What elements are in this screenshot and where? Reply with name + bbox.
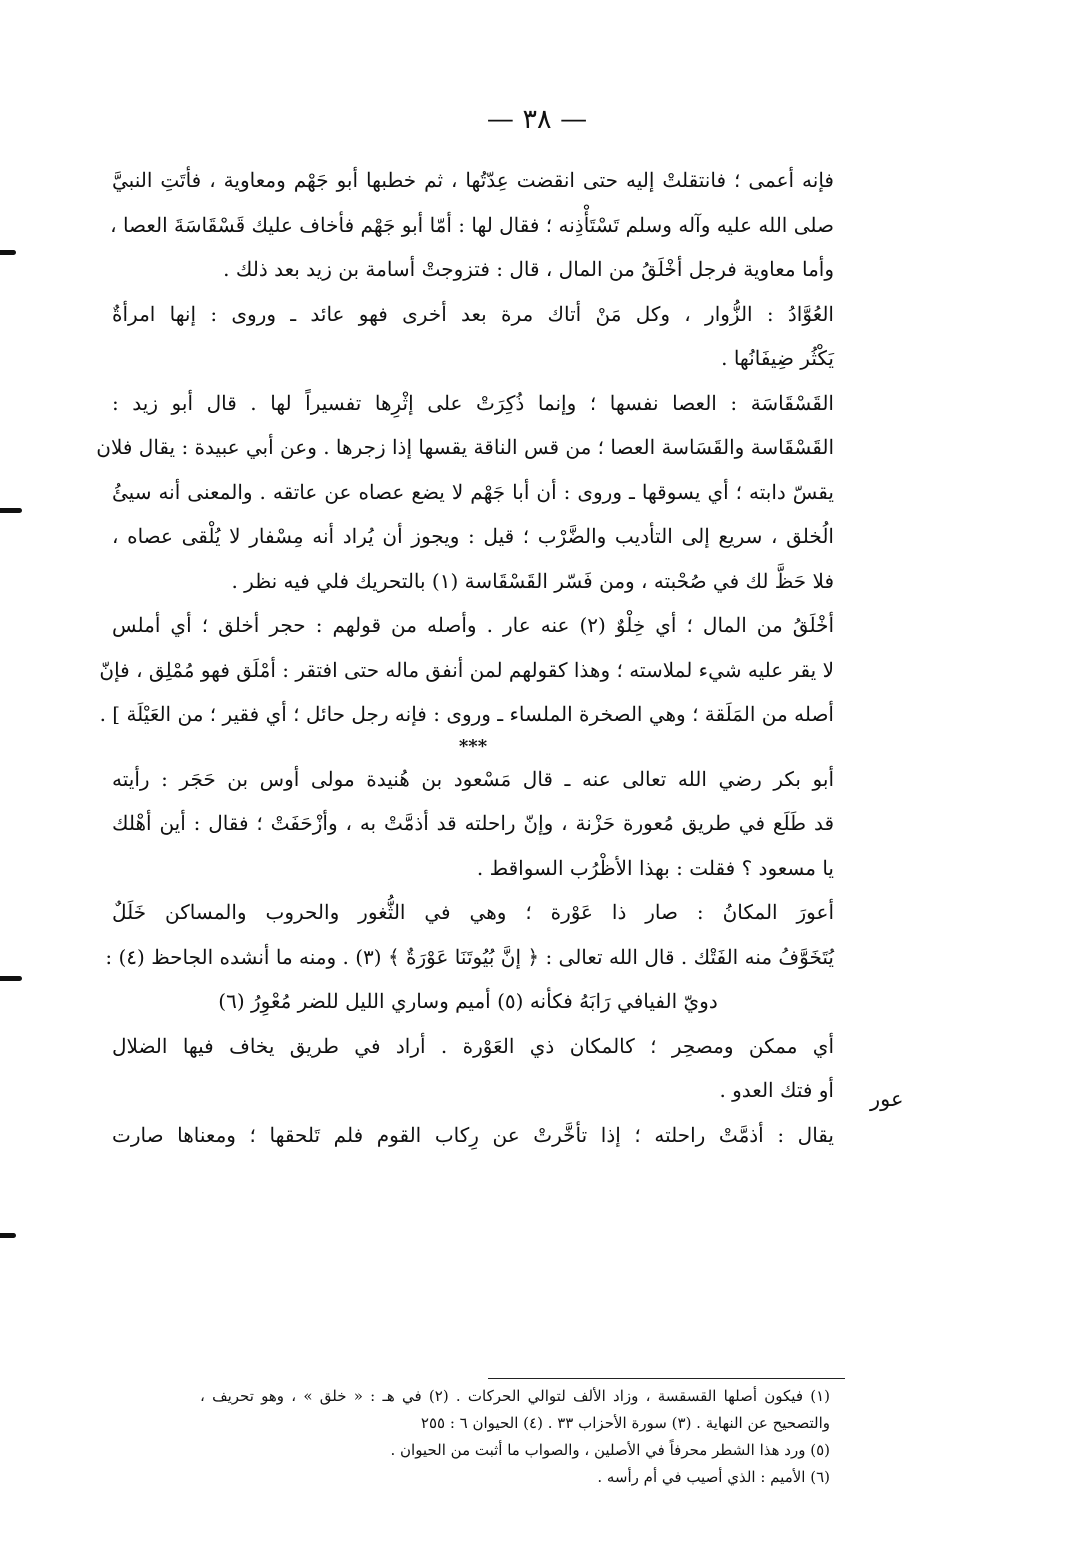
page-edge-mark <box>0 250 16 255</box>
text-line: يا مسعود ؟ فقلت : بهذا الأظْرُب السواقط . <box>476 855 834 880</box>
poem-verse: دويّ الفيافي رَابَهُ فكأنه (٥) أميم وساري الليل للضر مُعْوِرُ (٦) <box>218 989 718 1013</box>
footnotes <box>200 1383 830 1491</box>
section-separator: *** <box>458 735 488 757</box>
text-line: أو فتك العدو . <box>719 1078 834 1102</box>
text-line: أخْلَقُ من المال ؛ أي خِلْوٌ (٢) عنه عار . وأصله من قولهم : حجر أخلق ؛ أي أملس <box>112 613 834 637</box>
text-line: أعورَ المكانُ : صار ذا عَوْرة ؛ وهي في الثُّغور والحروب والمساكن خَلَلٌ <box>112 900 834 924</box>
text-line: أي ممكن ومصحِر ؛ كالمكان ذي العَوْرة . أراد في طريق يخاف فيها الضلال <box>112 1033 834 1058</box>
text-line: فإنه أعمى ؛ فانتقلتْ إليه حتى انقضت عِدّتُها ، ثم خطبها أبو جَهْم ومعاوية ، فأتَتِ النبيَّ <box>112 168 834 192</box>
footnote-line: (١) فيكون أصلها القسقسة ، وزاد الألف لتوالي الحركات . (٢) في هـ : « خلق » ، وهو تحريف ، <box>200 1387 830 1405</box>
text-line: يَكْثُر ضِيفَانُها . <box>721 346 834 370</box>
text-line: يُتَخَوَّفُ منه الفَتْك . قال الله تعالى : ﴿ إنَّ بُيُوتَنَا عَوْرَةٌ ﴾ (٣) . ومنه ما أنشده الجاحظ (٤) : <box>105 944 834 969</box>
footnote-line: (٦) الأميم : الذي أصيب في أم رأسه . <box>597 1468 830 1486</box>
margin-root-word: عور <box>870 1087 904 1111</box>
text-line: الُخلق ، سريع إلى التأديب والضَّرْب ؛ قيل : ويجوز أن يُراد أنه مِسْفار لا يُلْقى عصاه ، <box>112 524 834 548</box>
text-line: يقسّ دابته ؛ أي يسوقها ـ وروى : أن أبا جَهْم لا يضع عصاه عن عاتقه . والمعنى أنه سيئُ <box>112 479 834 504</box>
text-line: أبو بكر رضي الله تعالى عنه ـ قال مَسْعود بن هُنيدة مولى أوس بن حَجَر : رأيته <box>112 766 834 791</box>
footnote-divider <box>488 1378 845 1379</box>
text-line: يقال : أذمَّتْ راحلته ؛ إذا تأخَّرتْ عن رِكاب القوم فلم تَلحقها ؛ ومعناها صارت <box>112 1122 834 1147</box>
text-line: لا يقر عليه شيء لملاسته ؛ وهذا كقولهم لمن أنفق ماله حتى افتقر : أمْلَق فهو مُمْلِق ، فإنّ <box>99 657 834 682</box>
page-edge-mark <box>0 508 22 513</box>
page-number: — ٣٨ — <box>486 104 588 135</box>
text-line: صلى الله عليه وآله وسلم تَسْتَأْذِنه ؛ فقال لها : أمّا أبو جَهْم فأخاف عليك قَسْقَاسَةَ العصا ، <box>110 212 834 237</box>
text-line: قد طَلَع في طريق مُعورة حَزْنة ، وإنّ راحلته قد أذمَّتْ به ، وأزْحَفَتْ ؛ فقال : أين أهْلك <box>112 811 834 835</box>
text-line: القَسْقَاسَة : العصا نفسها ؛ وإنما ذُكِرَتْ على إثْرِها تفسيراً لها . قال أبو زيد : <box>112 390 834 415</box>
text-line: وأما معاوية فرجل أخْلَقُ من المال ، قال : فتزوجتْ أسامة بن زيد بعد ذلك . <box>223 257 834 281</box>
page-edge-mark <box>0 976 22 981</box>
body-text <box>96 158 834 1157</box>
text-line: القَسْقَاسة والقَسَاسة العصا ؛ من قس الناقة يقسها إذا زجرها . وعن أبي عبيدة : يقال فلان <box>96 435 834 459</box>
text-line: العُوَّادُ : الزُّوار ، وكل مَنْ أتاك مرة بعد أخرى فهو عائد ـ وروى : إنها امرأةٌ <box>112 301 834 326</box>
footnote-line: والتصحيح عن النهاية . (٣) سورة الأحزاب ٣٣ . (٤) الحيوان ٦ : ٢٥٥ <box>420 1414 830 1432</box>
page-edge-mark <box>0 1233 16 1238</box>
text-line: فلا حَظَّ لك في صُحْبته ، ومن فَسّر القَسْقَاسة (١) بالتحريك فلي فيه نظر . <box>231 568 834 593</box>
footnote-line: (٥) ورد هذا الشطر محرفاً في الأصلين ، والصواب ما أثبت من الحيوان . <box>390 1441 830 1459</box>
text-line: أصله من المَلَقة ؛ وهي الصخرة الملساء ـ وروى : فإنه رجل حائل ؛ أي فقير ؛ من العَيْلَة ] . <box>99 702 834 726</box>
